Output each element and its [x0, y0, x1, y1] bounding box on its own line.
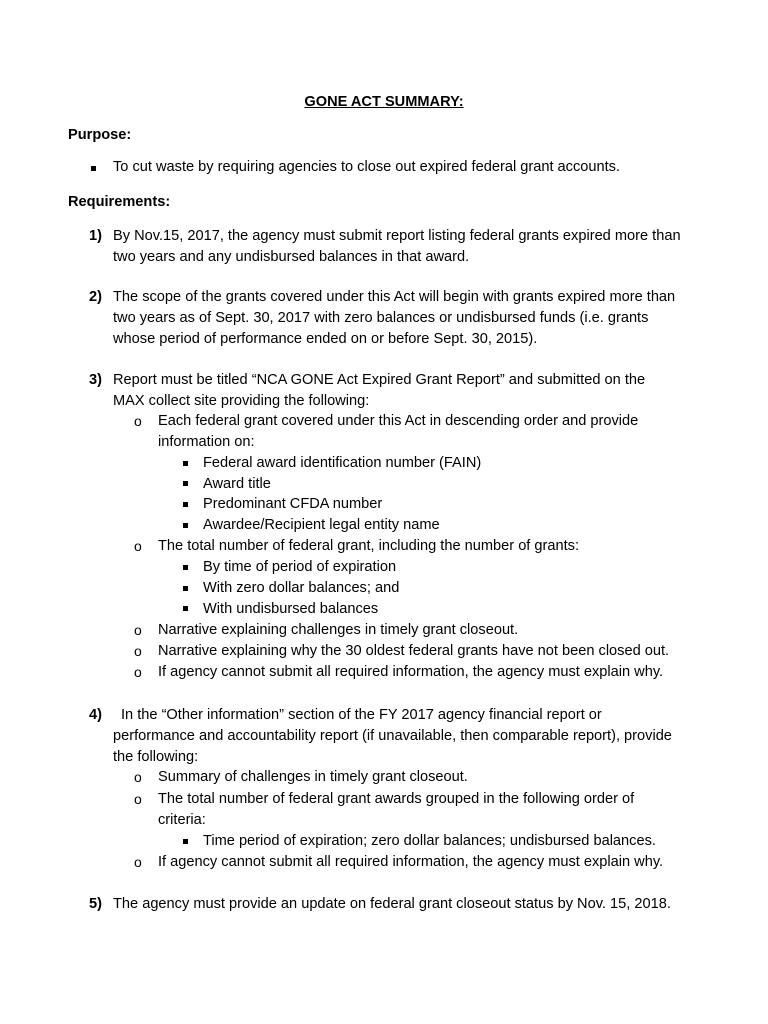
- circle-bullet-icon: o: [134, 643, 142, 659]
- circle-bullet-icon: o: [134, 791, 142, 807]
- req3-o2-line: The total number of federal grant, including the number of grants:: [158, 538, 580, 554]
- req5-line: The agency must provide an update on federal grant closeout status by Nov. 15, 2018.: [113, 896, 671, 912]
- req4-o3-line: If agency cannot submit all required information, the agency must explain why.: [158, 854, 664, 870]
- purpose-heading: Purpose:: [68, 127, 132, 143]
- square-bullet-icon: [183, 839, 188, 844]
- req2-number: 2): [89, 289, 102, 305]
- req4-number: 4): [89, 707, 102, 723]
- circle-bullet-icon: o: [134, 622, 142, 638]
- req4-o2-line: The total number of federal grant awards grouped in the following order of: [158, 791, 635, 807]
- square-bullet-icon: [183, 565, 188, 570]
- req3-o5-line: If agency cannot submit all required information, the agency must explain why.: [158, 664, 664, 680]
- req3-o4-line: Narrative explaining why the 30 oldest federal grants have not been closed out.: [158, 643, 670, 659]
- req3-o1-item: Federal award identification number (FAIN): [203, 455, 482, 471]
- req3-o2-item: With zero dollar balances; and: [203, 580, 400, 596]
- circle-bullet-icon: o: [134, 413, 142, 429]
- req4-o2-line: criteria:: [158, 812, 206, 828]
- req3-o3-line: Narrative explaining challenges in timely grant closeout.: [158, 622, 519, 638]
- req1-line: By Nov.15, 2017, the agency must submit report listing federal grants expired more than: [113, 228, 681, 244]
- req3-o1-line: information on:: [158, 434, 255, 450]
- req3-line: MAX collect site providing the following:: [113, 393, 370, 409]
- req1-line: two years and any undisbursed balances in that award.: [113, 249, 470, 265]
- requirements-heading: Requirements:: [68, 194, 171, 210]
- req4-line: the following:: [113, 749, 199, 765]
- req4-o1-line: Summary of challenges in timely grant closeout.: [158, 769, 468, 785]
- square-bullet-icon: [183, 523, 188, 528]
- square-bullet-icon: [183, 586, 188, 591]
- square-bullet-icon: [183, 502, 188, 507]
- req3-line: Report must be titled “NCA GONE Act Expired Grant Report” and submitted on the: [113, 372, 646, 388]
- square-bullet-icon: [91, 166, 96, 171]
- req4-line: In the “Other information” section of the FY 2017 agency financial report or: [121, 707, 602, 723]
- req3-o1-item: Award title: [203, 476, 271, 492]
- circle-bullet-icon: o: [134, 769, 142, 785]
- title-text: GONE ACT SUMMARY:: [304, 94, 464, 110]
- circle-bullet-icon: o: [134, 854, 142, 870]
- circle-bullet-icon: o: [134, 538, 142, 554]
- purpose-item: To cut waste by requiring agencies to close out expired federal grant accounts.: [113, 159, 621, 175]
- square-bullet-icon: [183, 461, 188, 466]
- req3-o2-item: With undisbursed balances: [203, 601, 379, 617]
- req4-o2-item: Time period of expiration; zero dollar balances; undisbursed balances.: [203, 833, 656, 849]
- req3-o1-line: Each federal grant covered under this Act in descending order and provide: [158, 413, 639, 429]
- req5-number: 5): [89, 896, 102, 912]
- req3-o2-item: By time of period of expiration: [203, 559, 397, 575]
- circle-bullet-icon: o: [134, 664, 142, 680]
- req2-line: two years as of Sept. 30, 2017 with zero balances or undisbursed funds (i.e. grants: [113, 310, 649, 326]
- req4-line: performance and accountability report (if unavailable, then comparable report), provide: [113, 728, 672, 744]
- square-bullet-icon: [183, 481, 188, 486]
- req2-line: The scope of the grants covered under this Act will begin with grants expired more than: [113, 289, 676, 305]
- req3-number: 3): [89, 372, 102, 388]
- square-bullet-icon: [183, 606, 188, 611]
- req3-o1-item: Awardee/Recipient legal entity name: [203, 517, 440, 533]
- page-title: [0, 94, 768, 110]
- req2-line: whose period of performance ended on or before Sept. 30, 2015).: [113, 331, 538, 347]
- req1-number: 1): [89, 228, 102, 244]
- req3-o1-item: Predominant CFDA number: [203, 496, 383, 512]
